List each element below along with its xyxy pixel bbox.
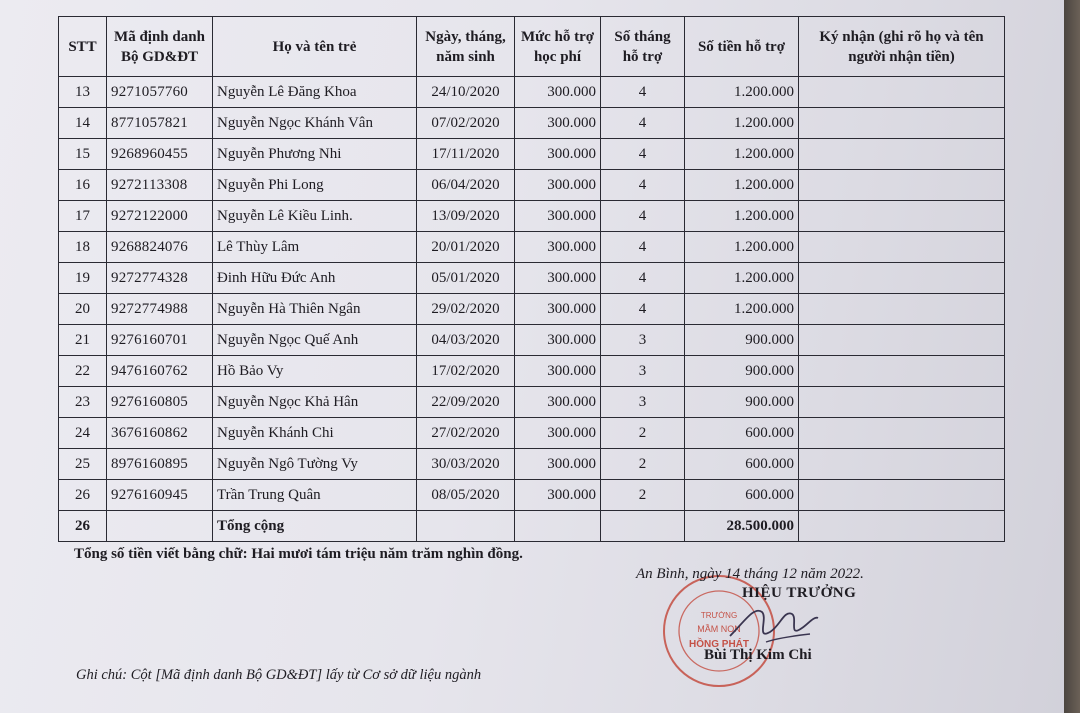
cell-student-id: 9268824076 <box>107 232 213 263</box>
cell-student-id: 8976160895 <box>107 449 213 480</box>
cell-months: 3 <box>601 387 685 418</box>
header-date-of-birth: Ngày, tháng, năm sinh <box>417 17 515 77</box>
table-row <box>59 232 1005 263</box>
cell-stt: 23 <box>59 387 107 418</box>
cell-stt: 19 <box>59 263 107 294</box>
cell-months: 4 <box>601 232 685 263</box>
cell-support-rate: 300.000 <box>515 325 601 356</box>
cell-stt: 13 <box>59 77 107 108</box>
cell-signature <box>799 480 1005 511</box>
cell-child-name: Lê Thùy Lâm <box>213 232 417 263</box>
cell-student-id: 9272774988 <box>107 294 213 325</box>
cell-signature <box>799 418 1005 449</box>
cell-months: 4 <box>601 263 685 294</box>
cell-stt: 24 <box>59 418 107 449</box>
cell-child-name: Nguyễn Ngô Tường Vy <box>213 449 417 480</box>
cell-signature <box>799 201 1005 232</box>
handwritten-signature <box>722 592 822 652</box>
table-header-row <box>59 17 1005 77</box>
cell-student-id: 8771057821 <box>107 108 213 139</box>
cell-signature <box>799 139 1005 170</box>
cell-support-rate: 300.000 <box>515 201 601 232</box>
cell-amount: 1.200.000 <box>685 108 799 139</box>
table-row <box>59 263 1005 294</box>
cell-amount: 900.000 <box>685 356 799 387</box>
cell-months: 4 <box>601 294 685 325</box>
cell-amount: 1.200.000 <box>685 294 799 325</box>
stamp-line-2: MẦM NON <box>697 624 741 634</box>
cell-child-name: Nguyễn Ngọc Khả Hân <box>213 387 417 418</box>
stamp-line-1: TRƯỜNG <box>700 611 738 620</box>
cell-date-of-birth: 13/09/2020 <box>417 201 515 232</box>
cell-signature <box>799 108 1005 139</box>
total-empty-cell <box>601 511 685 542</box>
cell-support-rate: 300.000 <box>515 77 601 108</box>
cell-signature <box>799 294 1005 325</box>
header-child-name: Họ và tên trẻ <box>213 17 417 77</box>
cell-child-name: Nguyễn Lê Kiều Linh. <box>213 201 417 232</box>
cell-support-rate: 300.000 <box>515 170 601 201</box>
cell-months: 4 <box>601 77 685 108</box>
cell-months: 3 <box>601 356 685 387</box>
cell-date-of-birth: 22/09/2020 <box>417 387 515 418</box>
cell-months: 2 <box>601 480 685 511</box>
header-amount: Số tiền hỗ trợ <box>685 17 799 77</box>
cell-support-rate: 300.000 <box>515 418 601 449</box>
total-count: 26 <box>59 511 107 542</box>
background-edge <box>1064 0 1080 713</box>
cell-amount: 600.000 <box>685 480 799 511</box>
cell-child-name: Hồ Bảo Vy <box>213 356 417 387</box>
cell-stt: 17 <box>59 201 107 232</box>
table-body <box>59 77 1005 511</box>
total-empty-cell <box>417 511 515 542</box>
cell-date-of-birth: 06/04/2020 <box>417 170 515 201</box>
table-row <box>59 139 1005 170</box>
header-signature: Ký nhận (ghi rõ họ và tên người nhận tiền) <box>799 17 1005 77</box>
cell-months: 2 <box>601 449 685 480</box>
cell-stt: 18 <box>59 232 107 263</box>
cell-stt: 14 <box>59 108 107 139</box>
table-row <box>59 480 1005 511</box>
cell-child-name: Nguyễn Khánh Chi <box>213 418 417 449</box>
cell-student-id: 9272774328 <box>107 263 213 294</box>
cell-stt: 20 <box>59 294 107 325</box>
cell-date-of-birth: 27/02/2020 <box>417 418 515 449</box>
principal-title: HIỆU TRƯỞNG <box>742 585 857 601</box>
cell-amount: 900.000 <box>685 387 799 418</box>
cell-months: 4 <box>601 170 685 201</box>
cell-date-of-birth: 04/03/2020 <box>417 325 515 356</box>
cell-child-name: Nguyễn Ngọc Khánh Vân <box>213 108 417 139</box>
total-amount: 28.500.000 <box>685 511 799 542</box>
total-empty-cell <box>799 511 1005 542</box>
cell-amount: 1.200.000 <box>685 77 799 108</box>
footnote: Ghi chú: Cột [Mã định danh Bộ GD&ĐT] lấy từ Cơ sở dữ liệu ngành <box>76 667 482 683</box>
total-row <box>59 511 1005 542</box>
cell-signature <box>799 263 1005 294</box>
cell-student-id: 3676160862 <box>107 418 213 449</box>
cell-child-name: Trần Trung Quân <box>213 480 417 511</box>
cell-months: 2 <box>601 418 685 449</box>
table-row <box>59 418 1005 449</box>
cell-student-id: 9476160762 <box>107 356 213 387</box>
cell-student-id: 9271057760 <box>107 77 213 108</box>
table-row <box>59 201 1005 232</box>
header-support-rate: Mức hỗ trợ học phí <box>515 17 601 77</box>
header-student-id: Mã định danh Bộ GD&ĐT <box>107 17 213 77</box>
table-row <box>59 170 1005 201</box>
cell-student-id: 9276160945 <box>107 480 213 511</box>
support-payment-table <box>58 16 1005 542</box>
cell-support-rate: 300.000 <box>515 108 601 139</box>
cell-signature <box>799 170 1005 201</box>
total-empty-cell <box>515 511 601 542</box>
cell-stt: 21 <box>59 325 107 356</box>
cell-date-of-birth: 20/01/2020 <box>417 232 515 263</box>
cell-date-of-birth: 29/02/2020 <box>417 294 515 325</box>
cell-stt: 15 <box>59 139 107 170</box>
table-row <box>59 449 1005 480</box>
cell-months: 3 <box>601 325 685 356</box>
signing-date: An Bình, ngày 14 tháng 12 năm 2022. <box>636 566 864 582</box>
cell-support-rate: 300.000 <box>515 294 601 325</box>
cell-child-name: Nguyễn Ngọc Quế Anh <box>213 325 417 356</box>
cell-student-id: 9272113308 <box>107 170 213 201</box>
cell-date-of-birth: 08/05/2020 <box>417 480 515 511</box>
stamp-line-3: HỒNG PHÁT <box>689 639 749 650</box>
cell-amount: 1.200.000 <box>685 232 799 263</box>
cell-support-rate: 300.000 <box>515 356 601 387</box>
cell-signature <box>799 387 1005 418</box>
cell-signature <box>799 325 1005 356</box>
cell-support-rate: 300.000 <box>515 139 601 170</box>
total-label: Tổng cộng <box>213 511 417 542</box>
cell-months: 4 <box>601 201 685 232</box>
cell-months: 4 <box>601 139 685 170</box>
cell-amount: 1.200.000 <box>685 139 799 170</box>
cell-date-of-birth: 17/11/2020 <box>417 139 515 170</box>
cell-stt: 22 <box>59 356 107 387</box>
cell-student-id: 9268960455 <box>107 139 213 170</box>
cell-signature <box>799 356 1005 387</box>
table-row <box>59 356 1005 387</box>
cell-student-id: 9276160805 <box>107 387 213 418</box>
cell-amount: 600.000 <box>685 449 799 480</box>
cell-child-name: Nguyễn Phương Nhi <box>213 139 417 170</box>
cell-support-rate: 300.000 <box>515 263 601 294</box>
cell-student-id: 9276160701 <box>107 325 213 356</box>
cell-amount: 600.000 <box>685 418 799 449</box>
cell-child-name: Nguyễn Lê Đăng Khoa <box>213 77 417 108</box>
cell-child-name: Nguyễn Phi Long <box>213 170 417 201</box>
cell-child-name: Nguyễn Hà Thiên Ngân <box>213 294 417 325</box>
cell-stt: 16 <box>59 170 107 201</box>
cell-stt: 26 <box>59 480 107 511</box>
cell-support-rate: 300.000 <box>515 449 601 480</box>
header-stt: STT <box>59 17 107 77</box>
cell-child-name: Đinh Hữu Đức Anh <box>213 263 417 294</box>
amount-in-words: Tổng số tiền viết bằng chữ: Hai mươi tám triệu năm trăm nghìn đồng. <box>74 546 523 562</box>
principal-name: Bùi Thị Kim Chi <box>704 647 812 663</box>
cell-stt: 25 <box>59 449 107 480</box>
cell-date-of-birth: 30/03/2020 <box>417 449 515 480</box>
cell-date-of-birth: 05/01/2020 <box>417 263 515 294</box>
cell-signature <box>799 77 1005 108</box>
table-row <box>59 77 1005 108</box>
cell-amount: 1.200.000 <box>685 170 799 201</box>
cell-amount: 1.200.000 <box>685 263 799 294</box>
cell-signature <box>799 232 1005 263</box>
cell-student-id: 9272122000 <box>107 201 213 232</box>
table-row <box>59 387 1005 418</box>
table-row <box>59 108 1005 139</box>
cell-support-rate: 300.000 <box>515 387 601 418</box>
cell-amount: 900.000 <box>685 325 799 356</box>
cell-months: 4 <box>601 108 685 139</box>
cell-amount: 1.200.000 <box>685 201 799 232</box>
table-row <box>59 294 1005 325</box>
table-row <box>59 325 1005 356</box>
cell-support-rate: 300.000 <box>515 232 601 263</box>
cell-date-of-birth: 24/10/2020 <box>417 77 515 108</box>
header-months: Số tháng hỗ trợ <box>601 17 685 77</box>
cell-support-rate: 300.000 <box>515 480 601 511</box>
cell-date-of-birth: 07/02/2020 <box>417 108 515 139</box>
total-empty-cell <box>107 511 213 542</box>
cell-date-of-birth: 17/02/2020 <box>417 356 515 387</box>
cell-signature <box>799 449 1005 480</box>
